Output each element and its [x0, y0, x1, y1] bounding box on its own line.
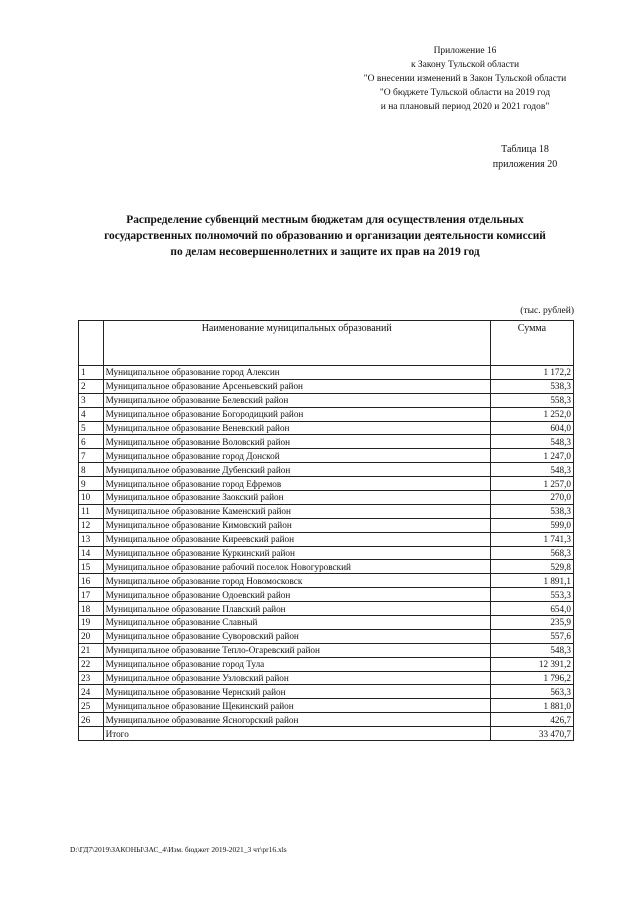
row-sum-cell: 1 741,3	[490, 532, 573, 546]
table-row	[79, 379, 574, 393]
appendix-line: к Закону Тульской области	[410, 60, 520, 70]
row-num-cell: 16	[79, 574, 104, 588]
table-row	[79, 629, 574, 643]
table-header-row	[79, 321, 574, 366]
table-row	[79, 435, 574, 449]
row-name-cell: Муниципальное образование Киреевский район	[103, 532, 490, 546]
row-sum-cell: 1 881,0	[490, 699, 573, 713]
row-sum-cell: 599,0	[490, 518, 573, 532]
row-sum-cell: 529,8	[490, 560, 573, 574]
appendix-line: "О внесении изменений в Закон Тульской области	[363, 74, 567, 84]
row-num-cell: 8	[79, 463, 104, 477]
row-name-cell: Муниципальное образование город Тула	[103, 657, 490, 671]
table-row	[79, 560, 574, 574]
row-name-cell: Муниципальное образование Одоевский район	[103, 588, 490, 602]
header-name-cell: Наименование муниципальных образований	[103, 321, 490, 366]
row-num-cell: 3	[79, 393, 104, 407]
table-row	[79, 643, 574, 657]
row-sum-cell: 426,7	[490, 713, 573, 727]
subventions-table	[78, 320, 574, 741]
row-num-cell: 17	[79, 588, 104, 602]
row-name-cell: Муниципальное образование Суворовский район	[103, 629, 490, 643]
table-row	[79, 574, 574, 588]
table-row	[79, 657, 574, 671]
row-sum-cell: 558,3	[490, 393, 573, 407]
table-row	[79, 407, 574, 421]
table-row	[79, 671, 574, 685]
row-num-cell: 5	[79, 421, 104, 435]
row-num-cell: 15	[79, 560, 104, 574]
row-sum-cell: 1 247,0	[490, 449, 573, 463]
header-num-cell	[79, 321, 104, 366]
total-num-cell	[79, 727, 104, 741]
row-num-cell: 22	[79, 657, 104, 671]
title-line3: по делам несовершеннолетних и защите их прав на 2019 год	[170, 246, 480, 258]
row-num-cell: 7	[79, 449, 104, 463]
header-sum-cell: Сумма	[490, 321, 573, 366]
row-name-cell: Муниципальное образование Славный	[103, 616, 490, 630]
row-sum-cell: 538,3	[490, 379, 573, 393]
row-sum-cell: 12 391,2	[490, 657, 573, 671]
row-num-cell: 12	[79, 518, 104, 532]
total-sum-cell: 33 470,7	[490, 727, 573, 741]
row-num-cell: 13	[79, 532, 104, 546]
table-row	[79, 393, 574, 407]
row-sum-cell: 548,3	[490, 643, 573, 657]
row-num-cell: 19	[79, 616, 104, 630]
row-sum-cell: 548,3	[490, 435, 573, 449]
table-row	[79, 588, 574, 602]
table-row	[79, 518, 574, 532]
row-name-cell: Муниципальное образование Арсеньевский район	[103, 379, 490, 393]
row-sum-cell: 548,3	[490, 463, 573, 477]
row-name-cell: Муниципальное образование Белевский район	[103, 393, 490, 407]
row-num-cell: 25	[79, 699, 104, 713]
row-name-cell: Муниципальное образование Тепло-Огаревский район	[103, 643, 490, 657]
row-sum-cell: 538,3	[490, 504, 573, 518]
row-name-cell: Муниципальное образование Богородицкий район	[103, 407, 490, 421]
row-name-cell: Муниципальное образование Воловский район	[103, 435, 490, 449]
row-name-cell: Муниципальное образование Веневский район	[103, 421, 490, 435]
table-row	[79, 463, 574, 477]
table-row	[79, 546, 574, 560]
row-num-cell: 23	[79, 671, 104, 685]
row-sum-cell: 270,0	[490, 491, 573, 505]
row-name-cell: Муниципальное образование Куркинский район	[103, 546, 490, 560]
row-name-cell: Муниципальное образование Щекинский район	[103, 699, 490, 713]
appendix-line: "О бюджете Тульской области на 2019 год	[379, 88, 551, 98]
row-num-cell: 6	[79, 435, 104, 449]
row-num-cell: 9	[79, 477, 104, 491]
appendix-header	[330, 44, 600, 114]
row-name-cell: Муниципальное образование рабочий поселок Новогуровский	[103, 560, 490, 574]
table-row	[79, 449, 574, 463]
row-sum-cell: 563,3	[490, 685, 573, 699]
table-row	[79, 616, 574, 630]
row-num-cell: 11	[79, 504, 104, 518]
row-num-cell: 18	[79, 602, 104, 616]
table-reference	[470, 142, 580, 172]
row-name-cell: Муниципальное образование Дубенский район	[103, 463, 490, 477]
table-row	[79, 491, 574, 505]
row-name-cell: Муниципальное образование Кимовский район	[103, 518, 490, 532]
file-path-footer: D:\ГД7\2019\ЗАКОНЫ\ЗАС_4\Изм. бюджет 2019-2021_3 чт\pr16.xls	[70, 845, 287, 854]
row-sum-cell: 1 252,0	[490, 407, 573, 421]
row-num-cell: 10	[79, 491, 104, 505]
title-line1: Распределение субвенций местным бюджетам для осуществления отдельных	[126, 214, 524, 226]
row-sum-cell: 568,3	[490, 546, 573, 560]
row-num-cell: 20	[79, 629, 104, 643]
row-name-cell: Муниципальное образование город Алексин	[103, 366, 490, 380]
row-sum-cell: 557,6	[490, 629, 573, 643]
row-sum-cell: 604,0	[490, 421, 573, 435]
row-sum-cell: 235,9	[490, 616, 573, 630]
row-name-cell: Муниципальное образование Узловский район	[103, 671, 490, 685]
row-name-cell: Муниципальное образование Чернский район	[103, 685, 490, 699]
row-num-cell: 1	[79, 366, 104, 380]
appendix-line: и на плановый период 2020 и 2021 годов"	[380, 102, 550, 112]
title-line2: государственных полномочий по образованию и организации деятельности комиссий	[104, 230, 546, 242]
row-name-cell: Муниципальное образование Заокский район	[103, 491, 490, 505]
row-sum-cell: 1 891,1	[490, 574, 573, 588]
row-sum-cell: 1 796,2	[490, 671, 573, 685]
table-ref-line2: приложения 20	[492, 159, 558, 170]
row-num-cell: 4	[79, 407, 104, 421]
table-row	[79, 421, 574, 435]
row-sum-cell: 1 257,0	[490, 477, 573, 491]
row-name-cell: Муниципальное образование Ясногорский район	[103, 713, 490, 727]
row-num-cell: 24	[79, 685, 104, 699]
table-row	[79, 685, 574, 699]
appendix-line: Приложение 16	[433, 46, 497, 56]
row-num-cell: 2	[79, 379, 104, 393]
row-num-cell: 21	[79, 643, 104, 657]
row-name-cell: Муниципальное образование город Новомосковск	[103, 574, 490, 588]
row-name-cell: Муниципальное образование Каменский район	[103, 504, 490, 518]
row-num-cell: 26	[79, 713, 104, 727]
table-row	[79, 699, 574, 713]
row-sum-cell: 654,0	[490, 602, 573, 616]
table-row	[79, 366, 574, 380]
table-row	[79, 477, 574, 491]
row-name-cell: Муниципальное образование Плавский район	[103, 602, 490, 616]
row-name-cell: Муниципальное образование город Ефремов	[103, 477, 490, 491]
table-row	[79, 602, 574, 616]
table-row	[79, 504, 574, 518]
total-label-cell: Итого	[103, 727, 490, 741]
table-row	[79, 713, 574, 727]
row-sum-cell: 553,3	[490, 588, 573, 602]
row-sum-cell: 1 172,2	[490, 366, 573, 380]
table-row	[79, 532, 574, 546]
row-num-cell: 14	[79, 546, 104, 560]
units-note: (тыс. рублей)	[520, 306, 574, 316]
table-ref-line1: Таблица 18	[501, 144, 549, 155]
row-name-cell: Муниципальное образование город Донской	[103, 449, 490, 463]
document-title	[70, 212, 580, 260]
total-row	[79, 727, 574, 741]
